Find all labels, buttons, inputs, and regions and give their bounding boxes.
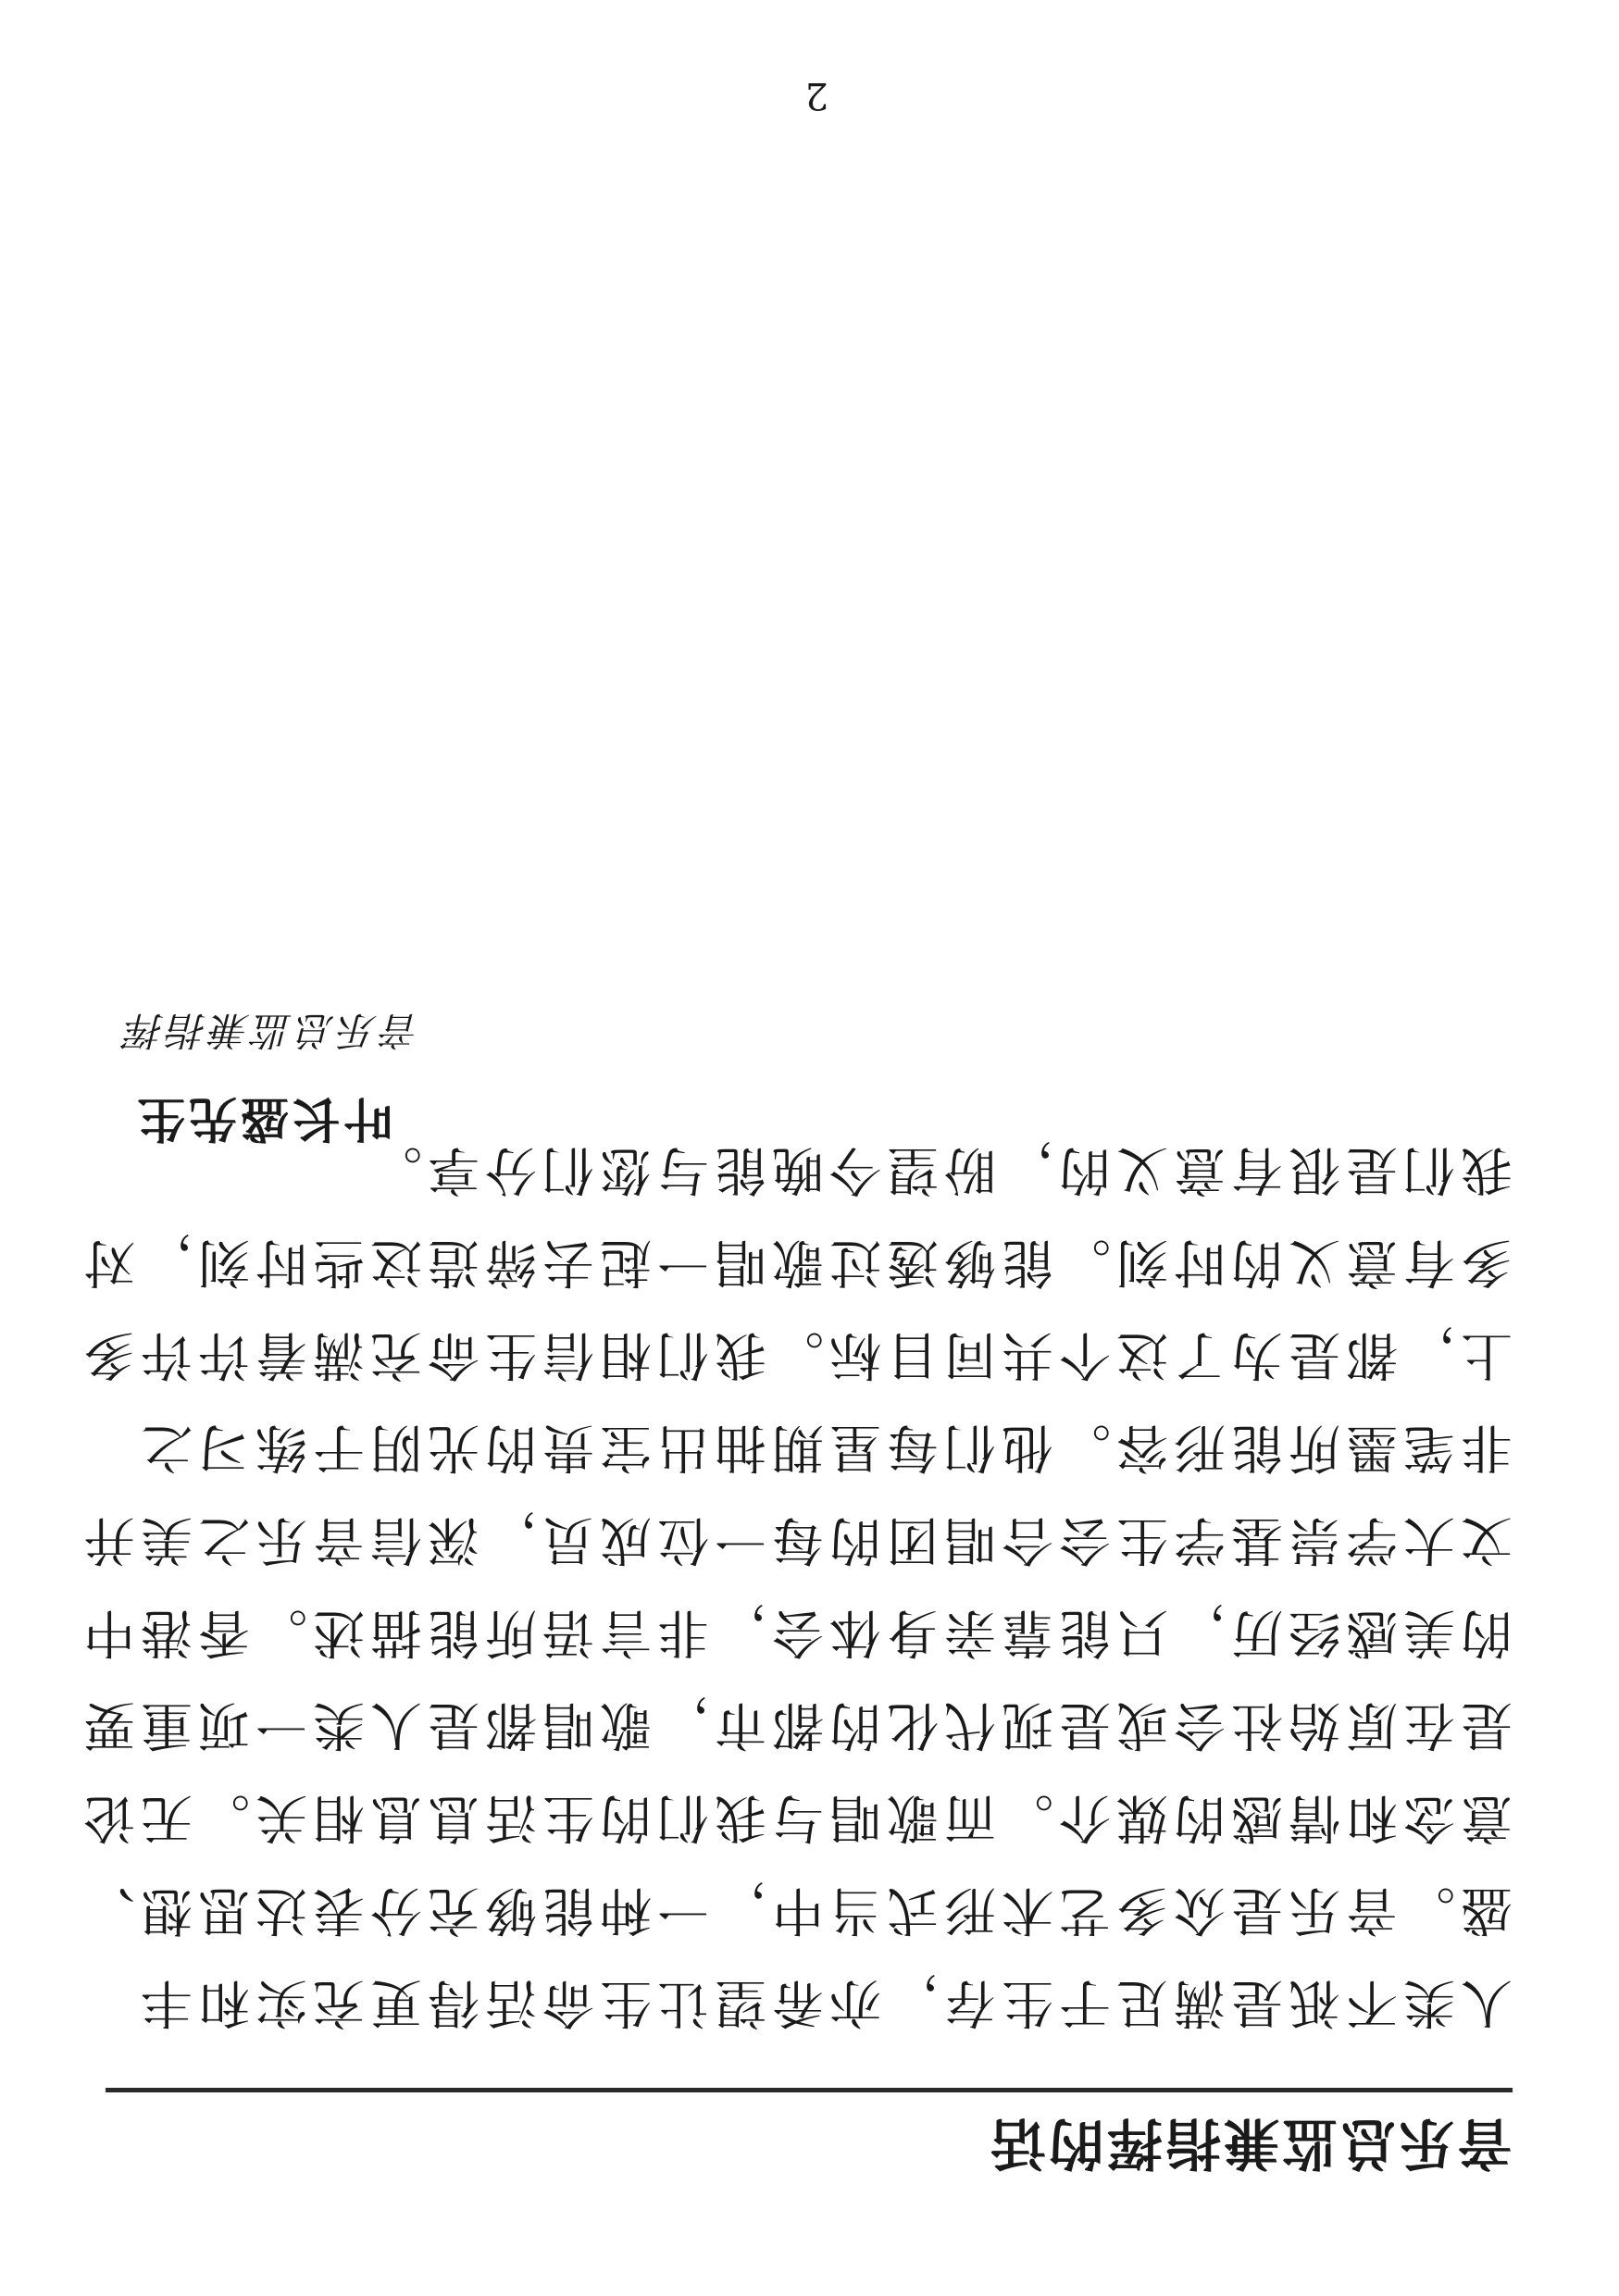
page-heading: 音乐总监兼指挥的话 xyxy=(988,2110,1513,2175)
heading-divider xyxy=(106,2088,1513,2092)
body-line: 文大学崇基学生会合唱团的每一位成员，深信音乐之美并 xyxy=(78,1509,1513,1570)
signer-title: 音乐总监兼指挥 xyxy=(121,1008,420,1053)
body-line: 我们是很有意义的，盼望今晚能与您们分享。 xyxy=(365,1139,1513,1199)
body-line: 是在原始社会或是现代化的都市，歌唱都是人类一项重要 xyxy=(78,1694,1513,1755)
body-line: 的美感经历，只能靠亲身体会，非言语所能描述。香港中 xyxy=(78,1602,1513,1662)
body-line: 意念和情感的媒介。而歌唱与我们的生活息息相关。无论 xyxy=(78,1787,1513,1847)
body-line: 非笔墨所能形容。他们每星期抽出宝贵的光阴于练习之 xyxy=(135,1417,1513,1477)
body-line: 多有意义的时刻。能够透过歌唱一起去缔造这些时刻，对 xyxy=(78,1232,1513,1292)
signer-name: 叶长盛先生 xyxy=(132,1090,392,1147)
page-number: 2 xyxy=(804,74,828,117)
body-line: 人类不祇是满足于生存，亦希望让生命活得更充实和丰 xyxy=(135,1972,1513,2032)
body-line: 上，都是为了这个共同目标。我们相信生命充满着许许多 xyxy=(78,1324,1513,1384)
body-line: 盛。音乐是众多艺术形式当中，一种能够充分表达思想、 xyxy=(78,1880,1513,1940)
message-body xyxy=(78,1123,1513,2048)
